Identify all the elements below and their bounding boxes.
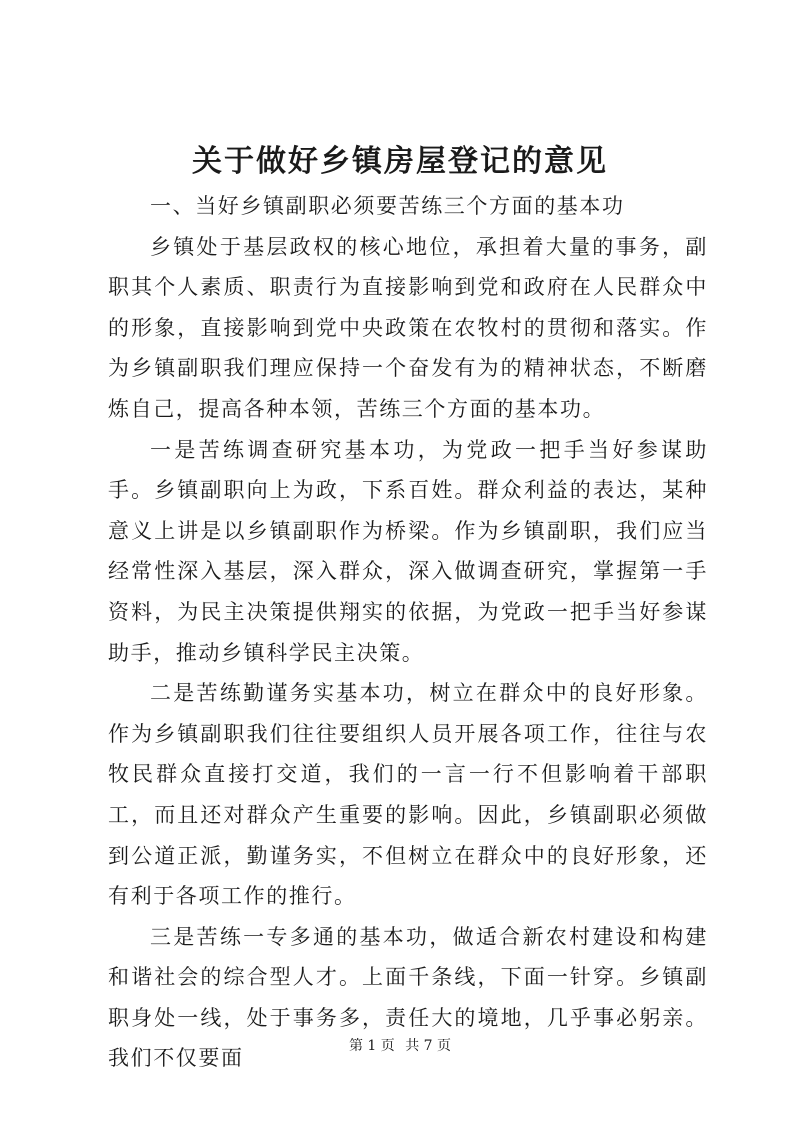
paragraph: 三是苦练一专多通的基本功，做适合新农村建设和构建和谐社会的综合型人才。上面千条线，下面一针穿。乡镇副职身处一线，处于事务多，责任大的境地，几乎事必躬亲。我们不仅要面 [108,924,708,1071]
page-total: 共 7 页 [405,1038,452,1054]
paragraph: 二是苦练勤谨务实基本功，树立在群众中的良好形象。作为乡镇副职我们往往要组织人员开展各项工作，往往与农牧民群众直接打交道，我们的一言一行不但影响着干部职工，而且还对群众产生重要的影响。因此，乡镇副职必须做到公道正派，勤谨务实，不但树立在群众中的良好形象，还有利于各项工作的推行。 [108,681,708,909]
paragraph: 一是苦练调查研究基本功，为党政一把手当好参谋助手。乡镇副职向上为政，下系百姓。群众利益的表达，某种意义上讲是以乡镇副职作为桥梁。作为乡镇副职，我们应当经常性深入基层，深入群众，深入做调查研究，掌握第一手资料，为民主决策提供翔实的依据，为党政一把手当好参谋助手，推动乡镇科学民主决策。 [108,437,708,665]
document-body [108,186,708,1079]
section-heading: 一、当好乡镇副职必须要苦练三个方面的基本功 [150,194,625,218]
page-number: 第 1 页 [348,1038,395,1054]
page-footer [0,1036,800,1056]
paragraph: 乡镇处于基层政权的核心地位，承担着大量的事务，副职其个人素质、职责行为直接影响到党和政府在人民群众中的形象，直接影响到党中央政策在农牧村的贯彻和落实。作为乡镇副职我们理应保持一个奋发有为的精神状态，不断磨炼自己，提高各种本领，苦练三个方面的基本功。 [108,234,708,421]
document-title: 关于做好乡镇房屋登记的意见 [192,144,608,179]
